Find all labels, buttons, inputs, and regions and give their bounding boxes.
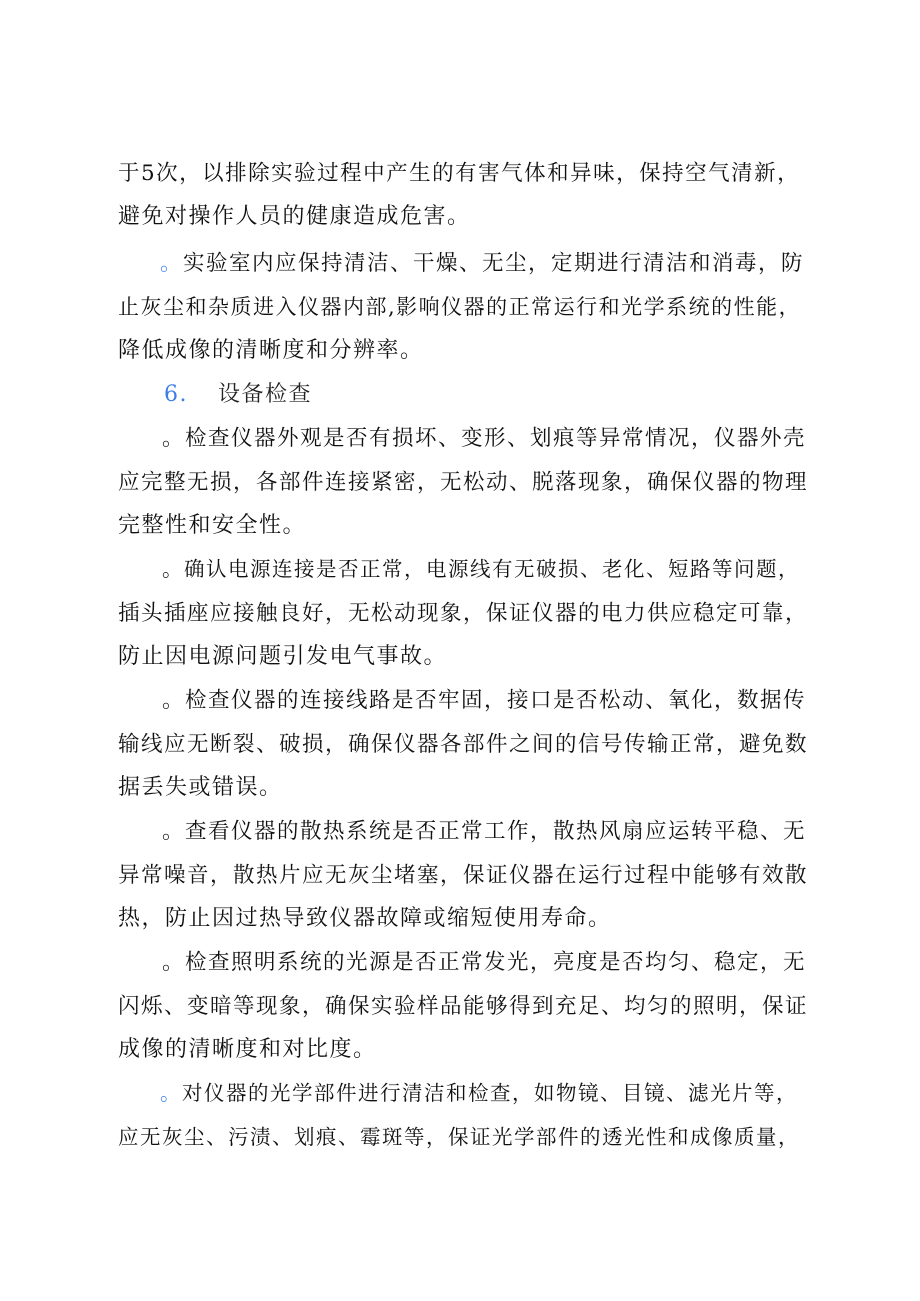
text-line: 避免对操作人员的健康造成危害。 <box>118 204 471 229</box>
text-line <box>162 690 806 712</box>
text-span: 实验室内应保持清洁、干燥、无尘，定期进行清洁和消毒，防 <box>183 251 805 276</box>
text-line: 闪烁、变暗等现象，确保实验样品能够得到充足、均匀的照明，保证 <box>118 994 809 1019</box>
section-heading <box>164 384 312 406</box>
bullet-marker: 。 <box>162 950 186 975</box>
text-line: 成像的清晰度和对比度。 <box>118 1037 377 1062</box>
bullet-marker: 。 <box>160 251 184 276</box>
text-line <box>162 821 806 843</box>
text-line <box>162 952 806 974</box>
heading-number: 6. <box>164 382 188 407</box>
text-line: 应完整无损，各部件连接紧密，无松动、脱落现象，确保仪器的物理 <box>118 470 809 495</box>
text-span: 检查仪器的连接线路是否牢固，接口是否松动、氧化，数据传 <box>185 688 807 713</box>
text-line: 防止因电源问题引发电气事故。 <box>118 644 448 669</box>
bullet-marker: 。 <box>160 1081 182 1105</box>
text-line: 降低成像的清晰度和分辨率。 <box>118 338 424 363</box>
text-line <box>160 1083 798 1104</box>
text-span: 检查仪器外观是否有损坏、变形、划痕等异常情况，仪器外壳 <box>185 426 807 451</box>
text-line: 于5次，以排除实验过程中产生的有害气体和异味，保持空气清新， <box>118 161 801 186</box>
heading-title: 设备检查 <box>218 382 313 407</box>
text-line: 输线应无断裂、破损，确保仪器各部件之间的信号传输正常，避免数 <box>118 732 809 757</box>
text-span: 检查照明系统的光源是否正常发光，亮度是否均匀、稳定，无 <box>185 950 807 975</box>
bullet-marker: 。 <box>162 688 186 713</box>
text-line: 插头插座应接触良好，无松动现象，保证仪器的电力供应稳定可靠， <box>118 601 809 626</box>
text-span: 确认电源连接是否正常，电源线有无破损、老化、短路等问题， <box>184 557 800 581</box>
text-line: 止灰尘和杂质进入仪器内部,影响仪器的正常运行和光学系统的性能， <box>118 295 802 319</box>
text-line <box>160 253 804 275</box>
text-line <box>162 559 800 580</box>
text-line: 热，防止因过热导致仪器故障或缩短使用寿命。 <box>118 906 612 931</box>
text-line <box>162 428 806 450</box>
bullet-marker: 。 <box>162 426 186 451</box>
text-span: 查看仪器的散热系统是否正常工作，散热风扇应运转平稳、无 <box>185 819 807 844</box>
text-line: 完整性和安全性。 <box>118 513 307 538</box>
text-line: 应无灰尘、污渍、划痕、霉斑等，保证光学部件的透光性和成像质量， <box>118 1125 800 1149</box>
text-line: 据丢失或错误。 <box>118 775 283 800</box>
text-span: 对仪器的光学部件进行清洁和检查，如物镜、目镜、滤光片等， <box>182 1081 798 1105</box>
bullet-marker: 。 <box>162 819 186 844</box>
bullet-marker: 。 <box>162 557 184 581</box>
text-line: 异常噪音，散热片应无灰尘堵塞，保证仪器在运行过程中能够有效散 <box>118 863 809 888</box>
